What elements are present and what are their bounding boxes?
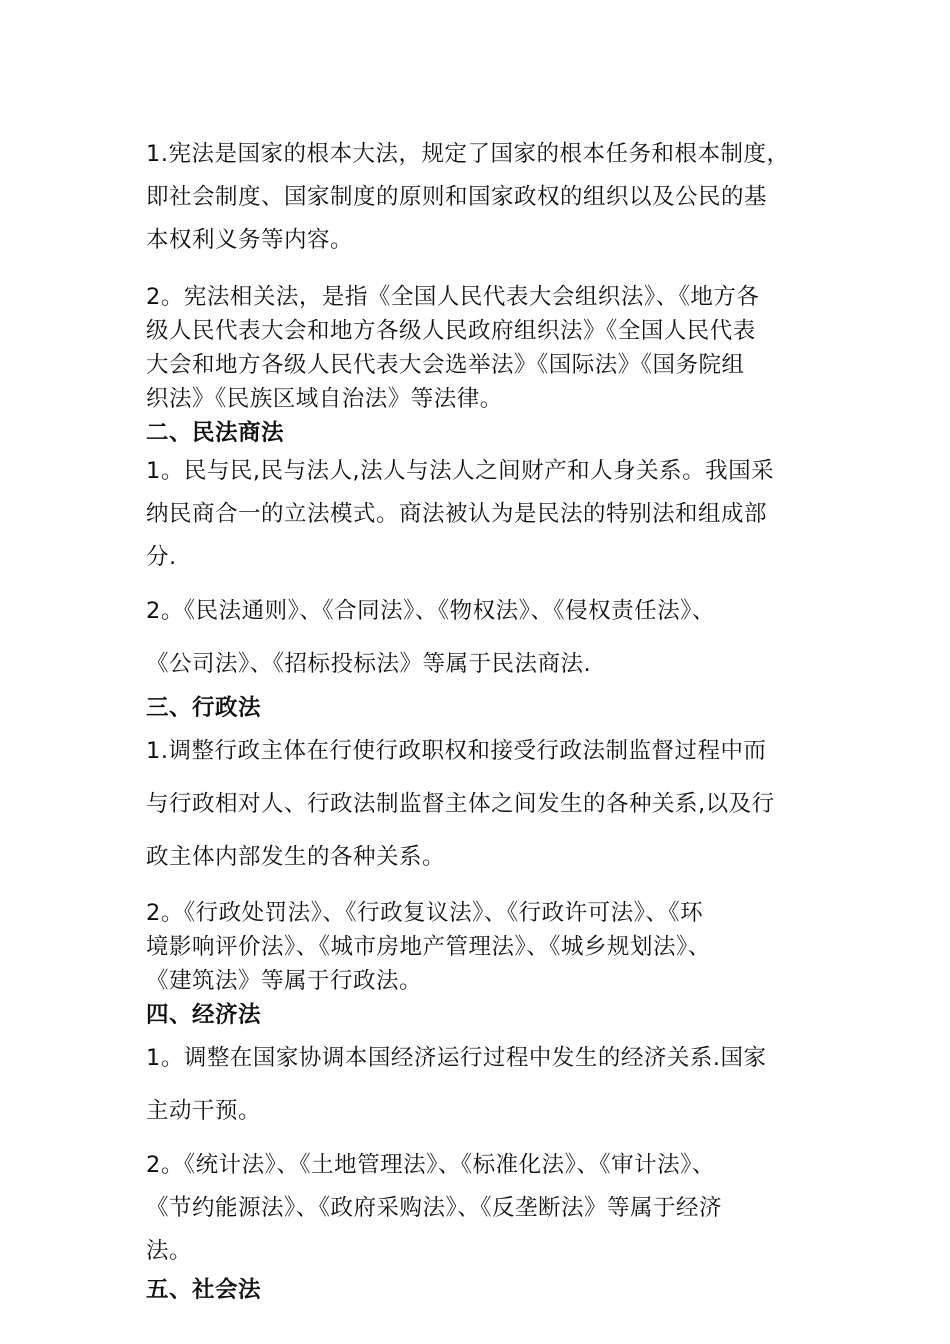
paragraph-constitution-definition	[146, 133, 826, 262]
text-line: 2。《行政处罚法》、《行政复议法》、《行政许可法》、《环	[146, 900, 704, 926]
text-line: 织法》《民族区域自治法》等法律。	[146, 386, 503, 412]
text-line: 2。宪法相关法，是指《全国人民代表大会组织法》、《地方各	[146, 284, 760, 310]
text-line: 《公司法》、《招标投标法》等属于民法商法.	[146, 651, 592, 677]
section-heading-civil-commercial-law: 二、民法商法	[146, 420, 285, 446]
paragraph-administrative-law-list	[146, 896, 826, 998]
paragraph-civil-law-definition	[146, 450, 826, 579]
text-line: 即社会制度、国家制度的原则和国家政权的组织以及公民的基	[146, 184, 768, 210]
paragraph-economic-law-definition	[146, 1032, 826, 1138]
paragraph-economic-law-list	[146, 1144, 826, 1273]
text-line: 纳民商合一的立法模式。商法被认为是民法的特别法和组成部	[146, 501, 768, 527]
text-line: 法。	[146, 1238, 193, 1264]
text-line: 1.宪法是国家的根本大法，规定了国家的根本任务和根本制度，	[146, 141, 790, 167]
text-line: 1。民与民,民与法人,法人与法人之间财产和人身关系。我国采	[146, 458, 775, 484]
text-line: 本权利义务等内容。	[146, 227, 354, 253]
section-heading-administrative-law: 三、行政法	[146, 695, 262, 721]
section-heading-economic-law: 四、经济法	[146, 1002, 262, 1028]
text-line: 《建筑法》等属于行政法。	[146, 968, 423, 994]
text-line: 分.	[146, 544, 177, 570]
text-line: 2。《统计法》、《土地管理法》、《标准化法》、《审计法》、	[146, 1152, 715, 1178]
paragraph-administrative-law-definition	[146, 725, 826, 884]
text-line: 1。调整在国家协调本国经济运行过程中发生的经济关系.国家	[146, 1045, 767, 1071]
text-line: 主动干预。	[146, 1098, 262, 1124]
paragraph-civil-law-list	[146, 585, 826, 691]
text-line: 政主体内部发生的各种关系。	[146, 844, 446, 870]
section-heading-social-law: 五、社会法	[146, 1277, 262, 1303]
text-line: 境影响评价法》、《城市房地产管理法》、《城乡规划法》、	[146, 934, 711, 960]
text-line: 1.调整行政主体在行使行政职权和接受行政法制监督过程中而	[146, 738, 767, 764]
document-body	[146, 133, 826, 1307]
paragraph-constitution-related-laws	[146, 280, 826, 416]
text-line: 级人民代表大会和地方各级人民政府组织法》《全国人民代表	[146, 318, 756, 344]
text-line: 2。《民法通则》、《合同法》、《物权法》、《侵权责任法》、	[146, 598, 715, 624]
text-line: 与行政相对人、行政法制监督主体之间发生的各种关系,以及行	[146, 791, 775, 817]
text-line: 《节约能源法》、《政府采购法》、《反垄断法》等属于经济	[146, 1195, 723, 1221]
text-line: 大会和地方各级人民代表大会选举法》《国际法》《国务院组	[146, 352, 745, 378]
